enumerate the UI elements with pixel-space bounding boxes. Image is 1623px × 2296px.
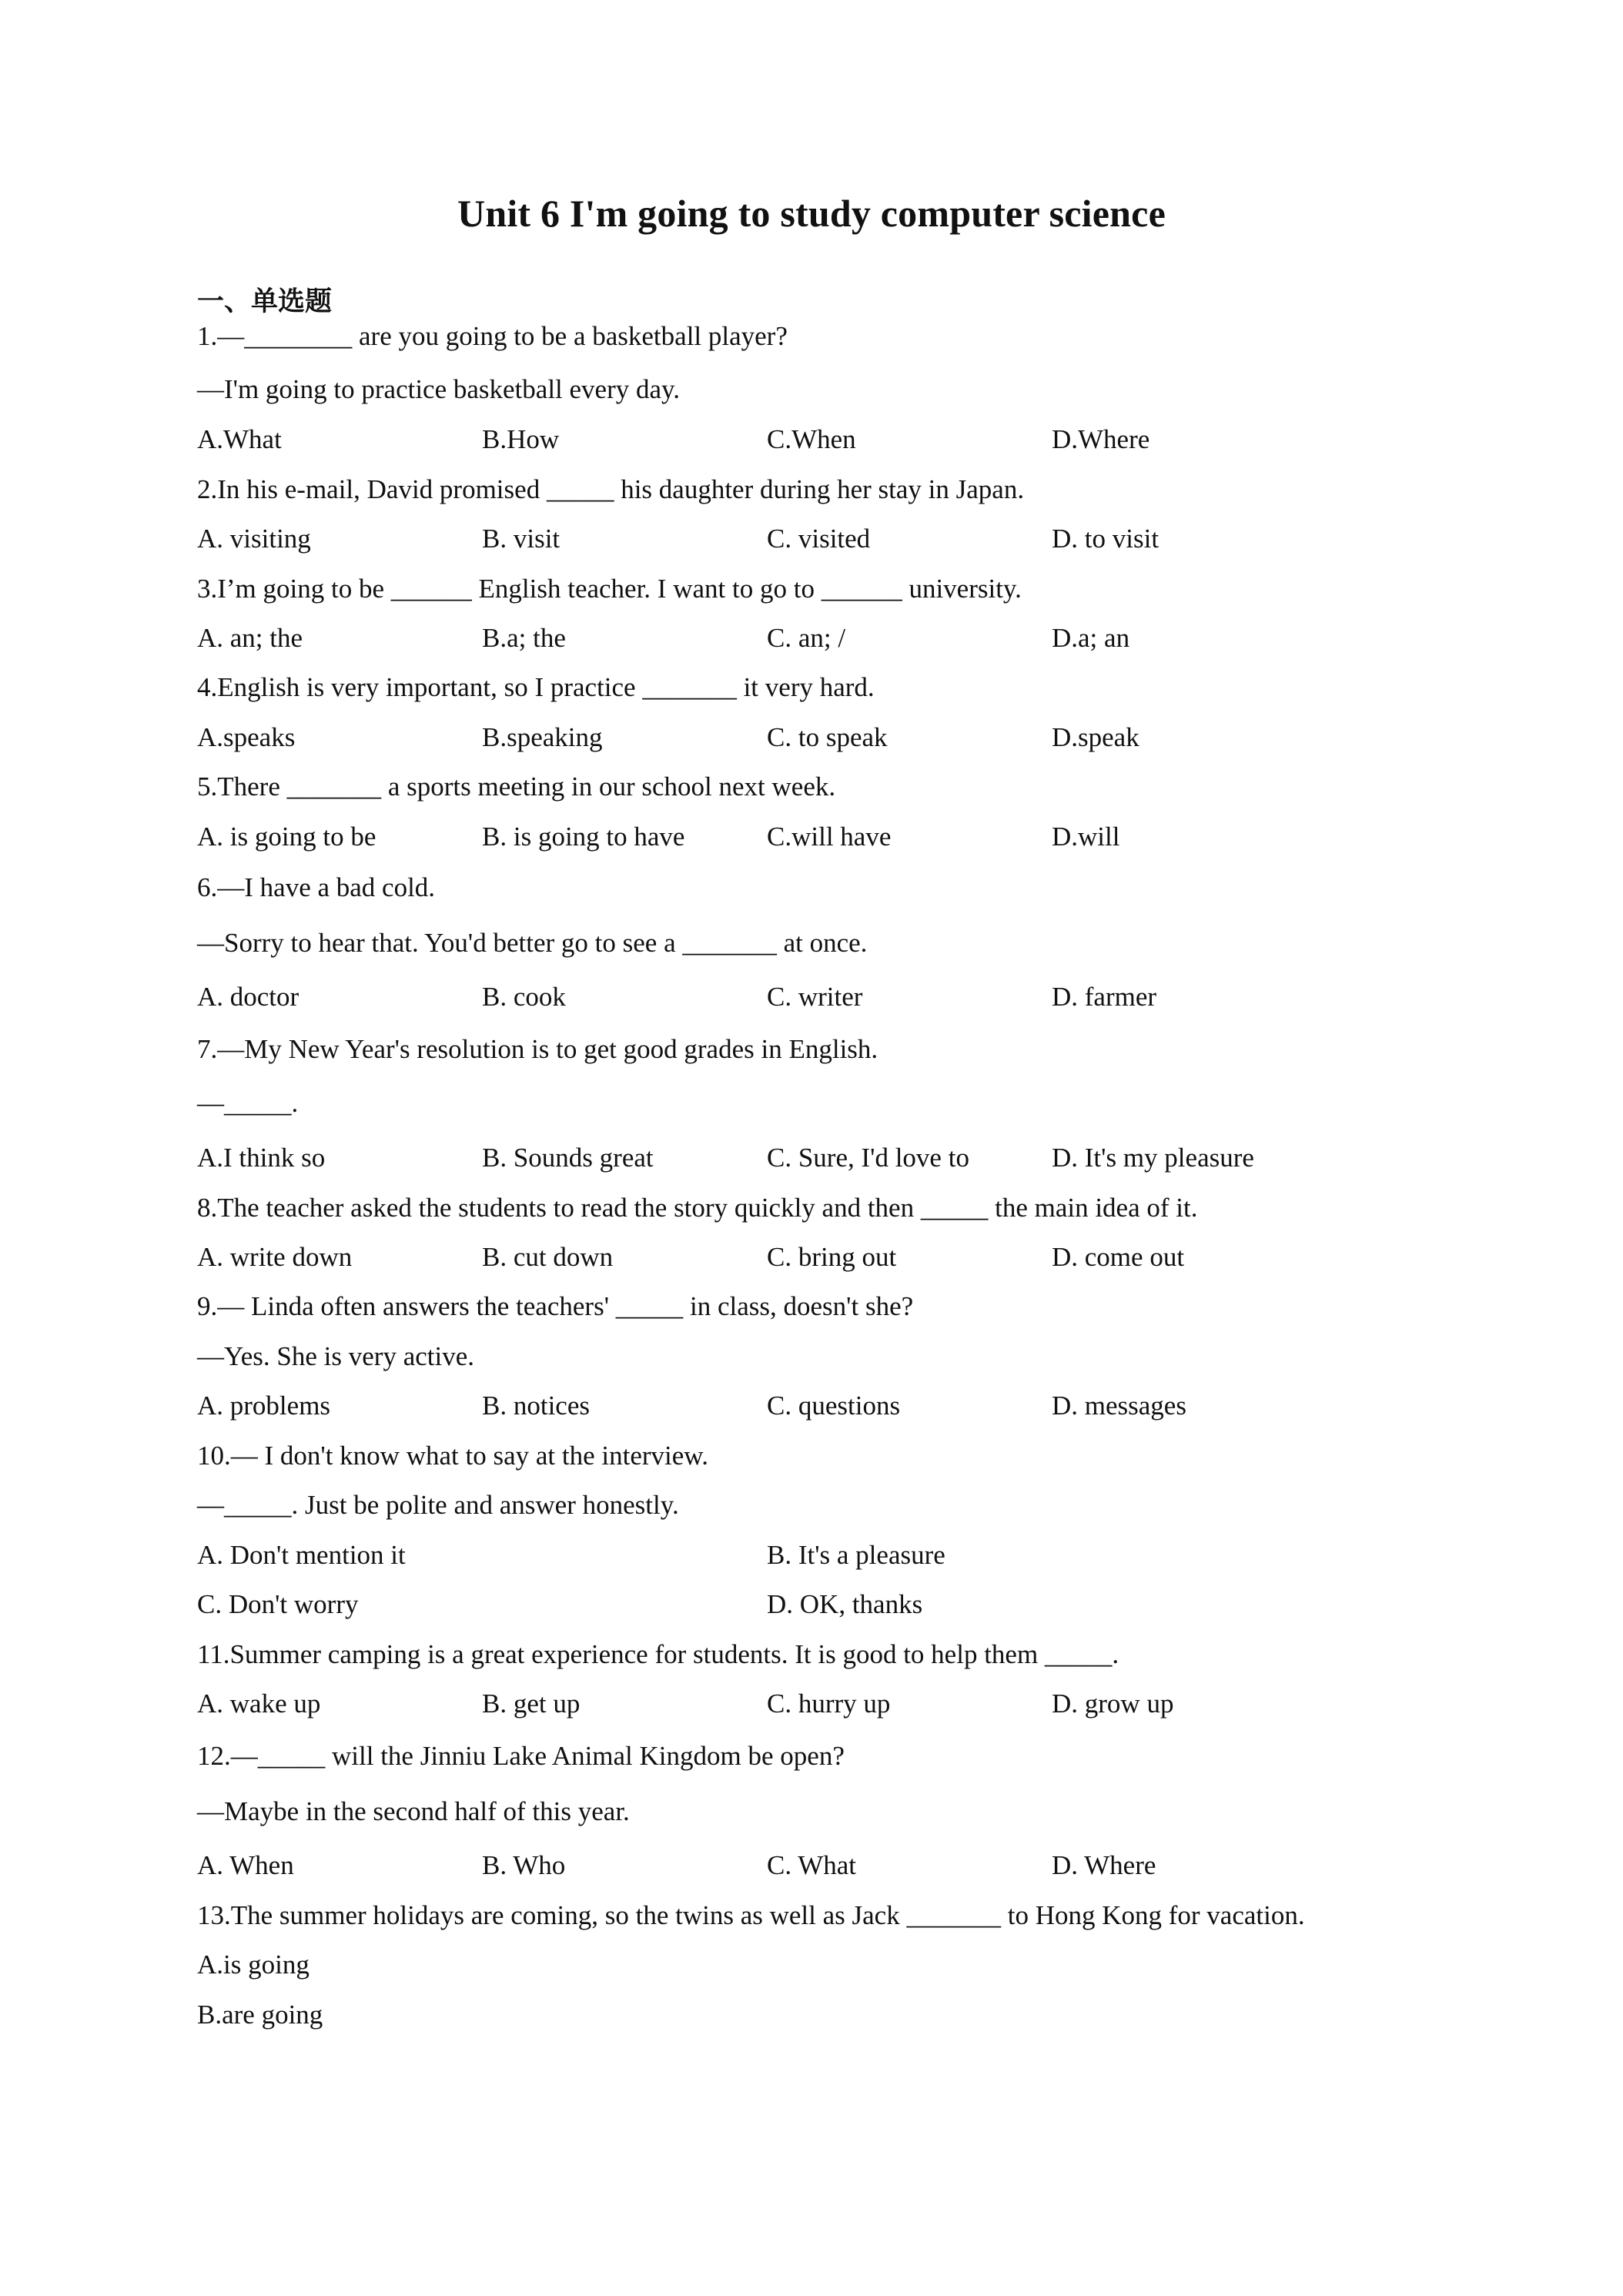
question-12-line-2: —Maybe in the second half of this year. xyxy=(197,1796,630,1826)
question-10-option-d: D. OK, thanks xyxy=(767,1589,923,1619)
question-11-option-c: C. hurry up xyxy=(767,1689,891,1719)
question-8-line-1: 8.The teacher asked the students to read the story quickly and then _____ the main idea of it. xyxy=(197,1193,1198,1223)
question-8-option-c: C. bring out xyxy=(767,1242,897,1272)
question-12-option-b: B. Who xyxy=(482,1850,566,1880)
question-12-line-1: 12.—_____ will the Jinniu Lake Animal Kingdom be open? xyxy=(197,1741,845,1771)
question-6-option-a: A. doctor xyxy=(197,982,300,1012)
question-9-line-1: 9.— Linda often answers the teachers' _____ in class, doesn't she? xyxy=(197,1291,914,1321)
question-3-option-c: C. an; / xyxy=(767,623,846,653)
question-8-option-a: A. write down xyxy=(197,1242,353,1272)
question-4-option-b: B.speaking xyxy=(482,722,603,752)
question-1-line-1: 1.—________ are you going to be a basketball player? xyxy=(197,321,788,351)
question-13-option-b: B.are going xyxy=(197,2000,323,2030)
question-13-option-a: A.is going xyxy=(197,1950,310,1980)
question-3-line-1: 3.I’m going to be ______ English teacher. I want to go to ______ university. xyxy=(197,574,1022,604)
question-7-option-b: B. Sounds great xyxy=(482,1143,654,1173)
question-8-option-d: D. come out xyxy=(1052,1242,1185,1272)
question-5-option-d: D.will xyxy=(1052,822,1120,852)
question-4-line-1: 4.English is very important, so I practice _______ it very hard. xyxy=(197,672,875,702)
question-4-option-c: C. to speak xyxy=(767,722,888,752)
question-3-option-d: D.a; an xyxy=(1052,623,1130,653)
question-6-line-1: 6.—I have a bad cold. xyxy=(197,872,436,902)
question-6-option-b: B. cook xyxy=(482,982,566,1012)
question-7-option-d: D. It's my pleasure xyxy=(1052,1143,1254,1173)
question-13-line-1: 13.The summer holidays are coming, so the twins as well as Jack _______ to Hong Kong for vacation. xyxy=(197,1900,1305,1930)
question-6-option-c: C. writer xyxy=(767,982,863,1012)
question-7-option-c: C. Sure, I'd love to xyxy=(767,1143,969,1173)
question-7-line-2: —_____. xyxy=(197,1088,299,1118)
question-6-line-2: —Sorry to hear that. You'd better go to see a _______ at once. xyxy=(197,928,868,958)
question-9-option-d: D. messages xyxy=(1052,1391,1186,1421)
question-3-option-a: A. an; the xyxy=(197,623,303,653)
question-11-option-a: A. wake up xyxy=(197,1689,321,1719)
question-5-option-a: A. is going to be xyxy=(197,822,376,852)
question-9-option-c: C. questions xyxy=(767,1391,901,1421)
question-10-option-b: B. It's a pleasure xyxy=(767,1540,945,1570)
question-1-line-2: —I'm going to practice basketball every day. xyxy=(197,374,681,404)
question-9-option-b: B. notices xyxy=(482,1391,590,1421)
question-10-line-2: —_____. Just be polite and answer honestly. xyxy=(197,1490,679,1520)
question-12-option-d: D. Where xyxy=(1052,1850,1156,1880)
question-6-option-d: D. farmer xyxy=(1052,982,1157,1012)
question-2-line-1: 2.In his e-mail, David promised _____ his daughter during her stay in Japan. xyxy=(197,474,1025,504)
question-11-option-b: B. get up xyxy=(482,1689,581,1719)
question-2-option-d: D. to visit xyxy=(1052,524,1160,554)
question-9-option-a: A. problems xyxy=(197,1391,331,1421)
question-5-option-b: B. is going to have xyxy=(482,822,685,852)
page-title: Unit 6 I'm going to study computer science xyxy=(457,192,1166,235)
question-2-option-a: A. visiting xyxy=(197,524,311,554)
question-5-line-1: 5.There _______ a sports meeting in our school next week. xyxy=(197,771,836,802)
question-11-option-d: D. grow up xyxy=(1052,1689,1174,1719)
question-4-option-a: A.speaks xyxy=(197,722,296,752)
question-4-option-d: D.speak xyxy=(1052,722,1139,752)
question-10-option-a: A. Don't mention it xyxy=(197,1540,406,1570)
question-12-option-a: A. When xyxy=(197,1850,294,1880)
question-11-line-1: 11.Summer camping is a great experience for students. It is good to help them _____. xyxy=(197,1639,1119,1669)
question-2-option-c: C. visited xyxy=(767,524,871,554)
question-5-option-c: C.will have xyxy=(767,822,892,852)
question-8-option-b: B. cut down xyxy=(482,1242,614,1272)
question-3-option-b: B.a; the xyxy=(482,623,566,653)
question-1-option-a: A.What xyxy=(197,424,282,454)
section-heading: 一、单选题 xyxy=(197,286,333,317)
question-10-option-c: C. Don't worry xyxy=(197,1589,359,1619)
question-9-line-2: —Yes. She is very active. xyxy=(197,1341,475,1371)
question-7-option-a: A.I think so xyxy=(197,1143,326,1173)
question-1-option-d: D.Where xyxy=(1052,424,1150,454)
question-1-option-c: C.When xyxy=(767,424,856,454)
question-1-option-b: B.How xyxy=(482,424,560,454)
question-2-option-b: B. visit xyxy=(482,524,561,554)
question-10-line-1: 10.— I don't know what to say at the interview. xyxy=(197,1441,709,1471)
question-12-option-c: C. What xyxy=(767,1850,857,1880)
question-7-line-1: 7.—My New Year's resolution is to get good grades in English. xyxy=(197,1034,878,1064)
